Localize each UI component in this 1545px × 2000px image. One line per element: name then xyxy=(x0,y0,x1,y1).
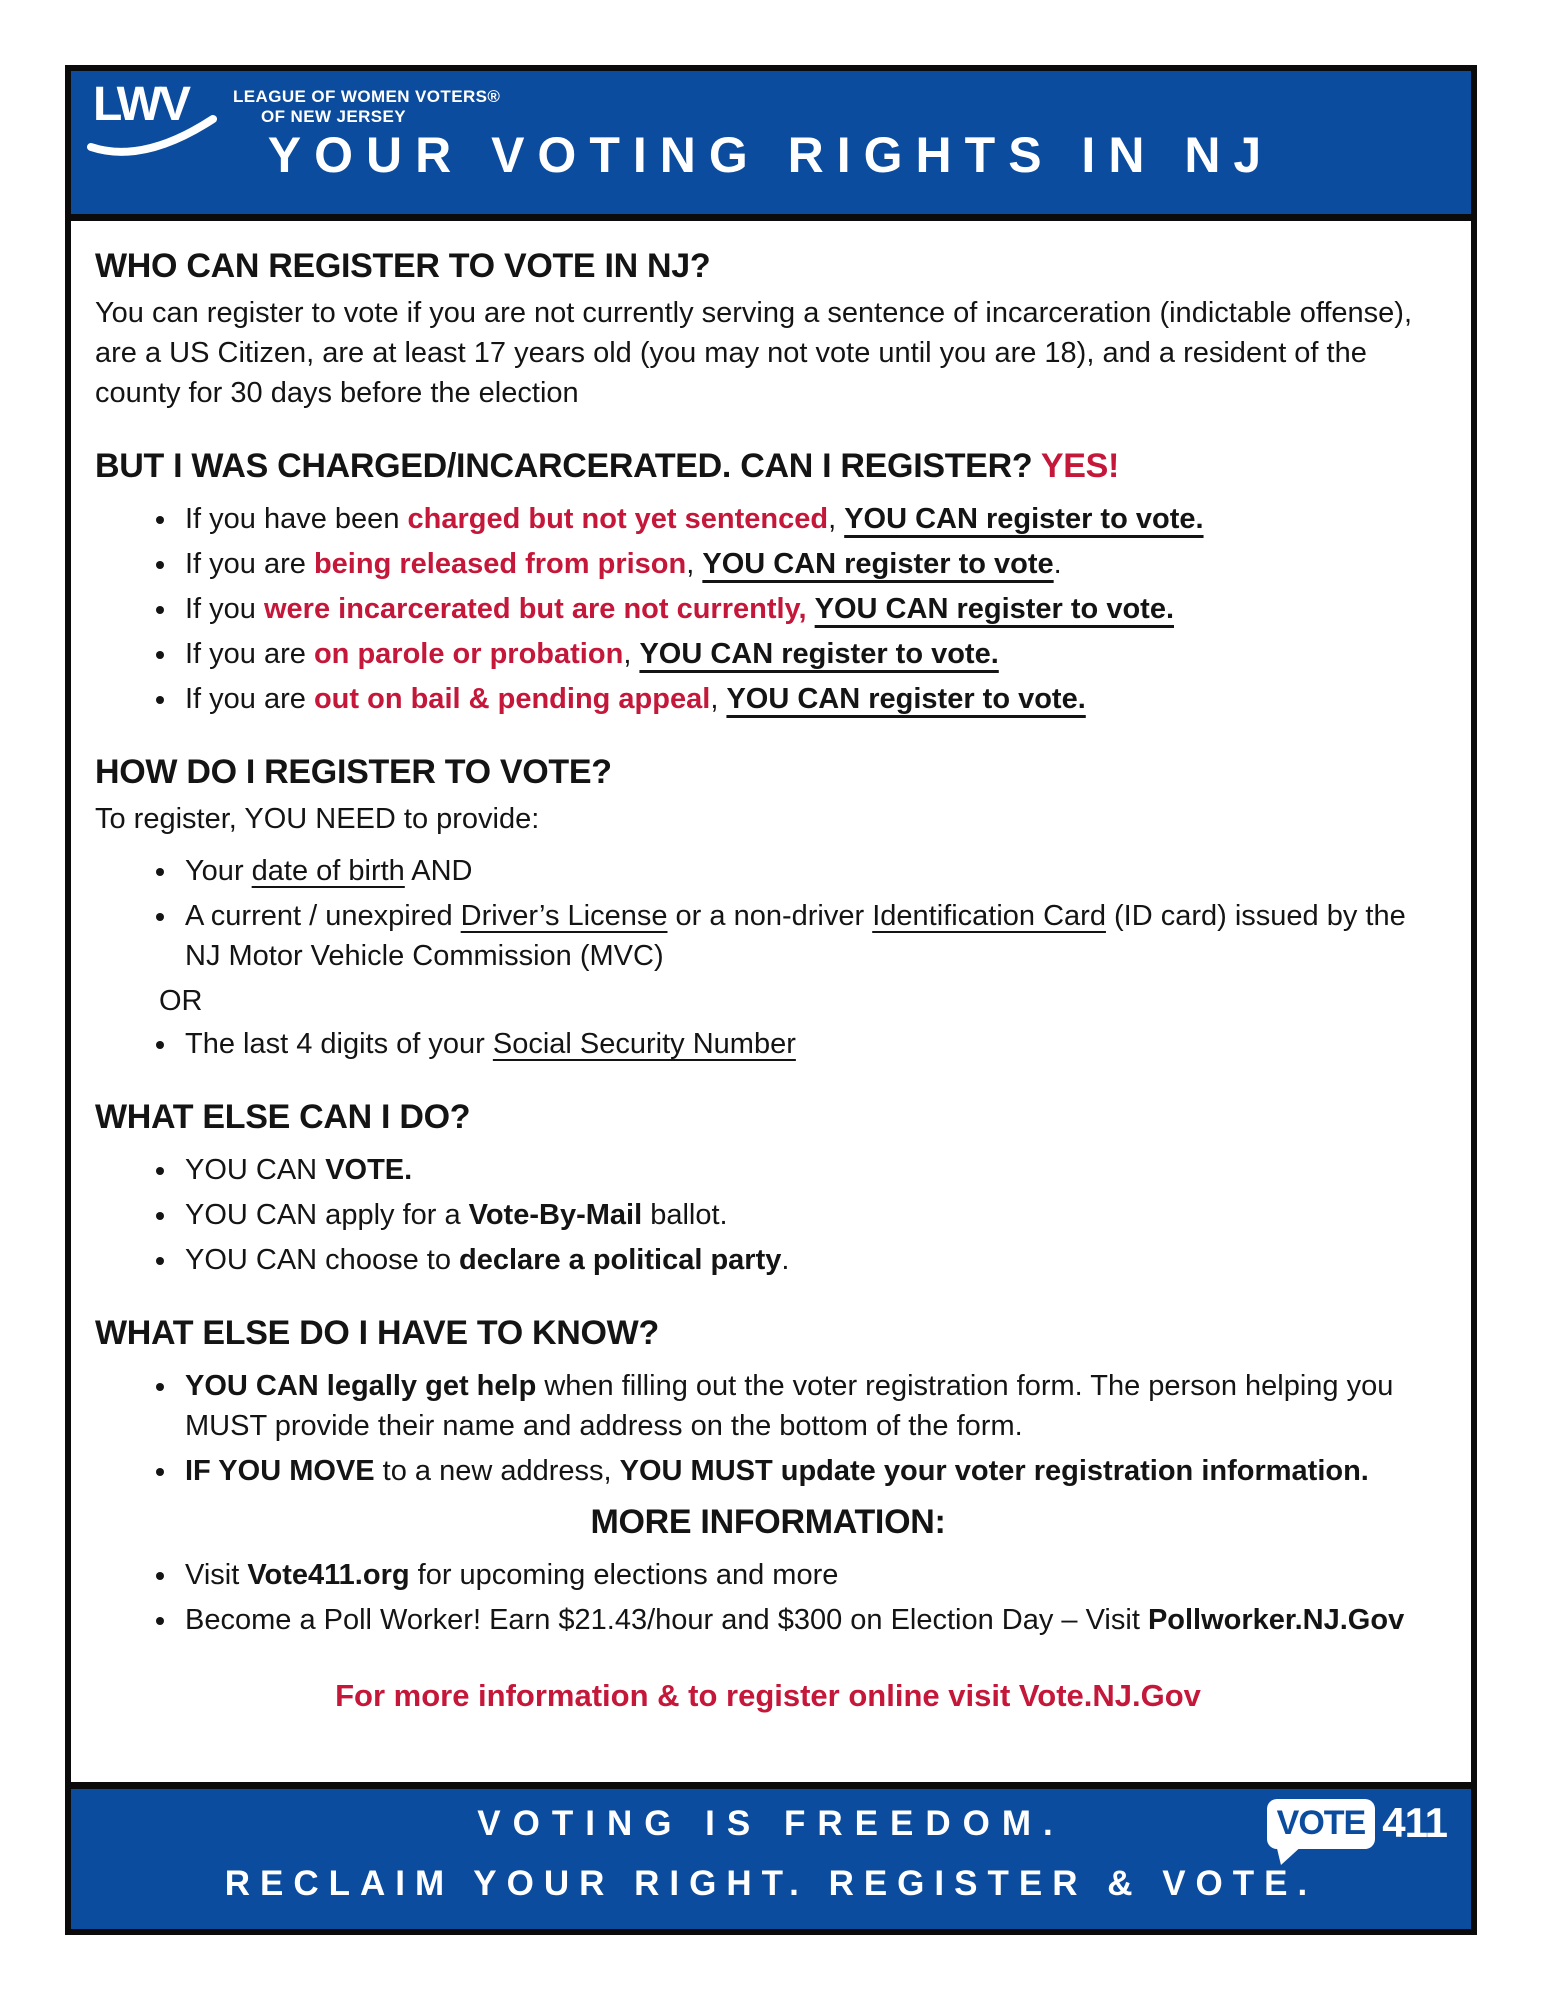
vote411-logo xyxy=(1267,1799,1447,1849)
list-item: • If you were incarcerated but are not currently, YOU CAN register to vote. xyxy=(179,589,1441,629)
list-item: • Visit Vote411.org for upcoming elections and more xyxy=(179,1555,1441,1595)
footer-slogan-line1: VOTING IS FREEDOM. xyxy=(477,1804,1065,1843)
footer-slogan xyxy=(71,1805,1471,1903)
lwv-acronym-text: LWV xyxy=(93,78,188,131)
bullet-list xyxy=(95,1150,1441,1280)
list-item: • IF YOU MOVE to a new address, YOU MUST update your voter registration information. xyxy=(179,1451,1441,1491)
section-heading: HOW DO I REGISTER TO VOTE? xyxy=(95,753,612,791)
or-label: OR xyxy=(159,985,203,1017)
section-heading: MORE INFORMATION: xyxy=(590,1503,946,1541)
list-item: • Your date of birth AND xyxy=(179,851,1441,891)
bullet-list xyxy=(95,499,1441,719)
bullet-list xyxy=(95,1366,1441,1491)
section-how-to-register xyxy=(95,751,1441,1064)
section-body: You can register to vote if you are not currently serving a sentence of incarceration (indictable offense), are a US Citizen, are at least 17 years old (you may not vote until you are 18), and a resident of the county for 30 days before the election xyxy=(95,297,1413,409)
vote411-speech-bubble-icon xyxy=(1267,1799,1376,1849)
section-heading xyxy=(95,445,1441,487)
section-heading: WHAT ELSE DO I HAVE TO KNOW? xyxy=(95,1314,659,1352)
bullet-list xyxy=(95,1555,1441,1640)
section-more-information xyxy=(95,1501,1441,1716)
vote411-bubble-text: VOTE xyxy=(1276,1804,1366,1842)
list-item: • YOU CAN legally get help when filling out the voter registration form. The person helping you MUST provide their name and address on the bottom of the form. xyxy=(179,1366,1441,1446)
section-who-can-register xyxy=(95,245,1441,413)
lwv-org-name xyxy=(233,81,500,127)
bullet-list xyxy=(95,851,1441,976)
section-heading: WHAT ELSE CAN I DO? xyxy=(95,1098,471,1136)
list-item: • If you have been charged but not yet sentenced, YOU CAN register to vote. xyxy=(179,499,1441,539)
bullet-list xyxy=(95,1024,1441,1064)
list-item: • YOU CAN VOTE. xyxy=(179,1150,1441,1190)
list-item: • If you are on parole or probation, YOU CAN register to vote. xyxy=(179,634,1441,674)
footer-band xyxy=(71,1782,1471,1929)
list-item: • The last 4 digits of your Social Security Number xyxy=(179,1024,1441,1064)
section-what-else-to-know xyxy=(95,1312,1441,1491)
list-item: • Become a Poll Worker! Earn $21.43/hour and $300 on Election Day – Visit Pollworker.NJ.Gov xyxy=(179,1600,1441,1640)
register-online-cta: For more information & to register online visit Vote.NJ.Gov xyxy=(335,1678,1201,1713)
header-band xyxy=(71,71,1471,221)
lwv-org-line1: LEAGUE OF WOMEN VOTERS® xyxy=(233,87,501,106)
page-title: YOUR VOTING RIGHTS IN NJ xyxy=(267,127,1275,183)
list-item: • YOU CAN apply for a Vote-By-Mail ballot. xyxy=(179,1195,1441,1235)
list-item: • If you are being released from prison, YOU CAN register to vote. xyxy=(179,544,1441,584)
footer-slogan-line2: RECLAIM YOUR RIGHT. REGISTER & VOTE. xyxy=(224,1864,1318,1903)
section-charged-incarcerated xyxy=(95,445,1441,719)
flyer-content xyxy=(71,221,1471,1782)
heading-text: BUT I WAS CHARGED/INCARCERATED. CAN I REGISTER? xyxy=(95,447,1033,485)
heading-accent-yes: YES! xyxy=(1040,447,1119,485)
list-item: • If you are out on bail & pending appeal, YOU CAN register to vote. xyxy=(179,679,1441,719)
list-item: • YOU CAN choose to declare a political party. xyxy=(179,1240,1441,1280)
vote411-number: 411 xyxy=(1382,1799,1447,1846)
flyer-sheet xyxy=(65,65,1477,1935)
lwv-org-line2: OF NEW JERSEY xyxy=(261,107,407,126)
section-heading: WHO CAN REGISTER TO VOTE IN NJ? xyxy=(95,247,711,285)
section-what-else-can-i-do xyxy=(95,1096,1441,1280)
list-item: • A current / unexpired Driver’s License or a non-driver Identification Card (ID card) issued by the NJ Motor Vehicle Commission (MVC) xyxy=(179,896,1441,976)
section-intro: To register, YOU NEED to provide: xyxy=(95,803,540,835)
